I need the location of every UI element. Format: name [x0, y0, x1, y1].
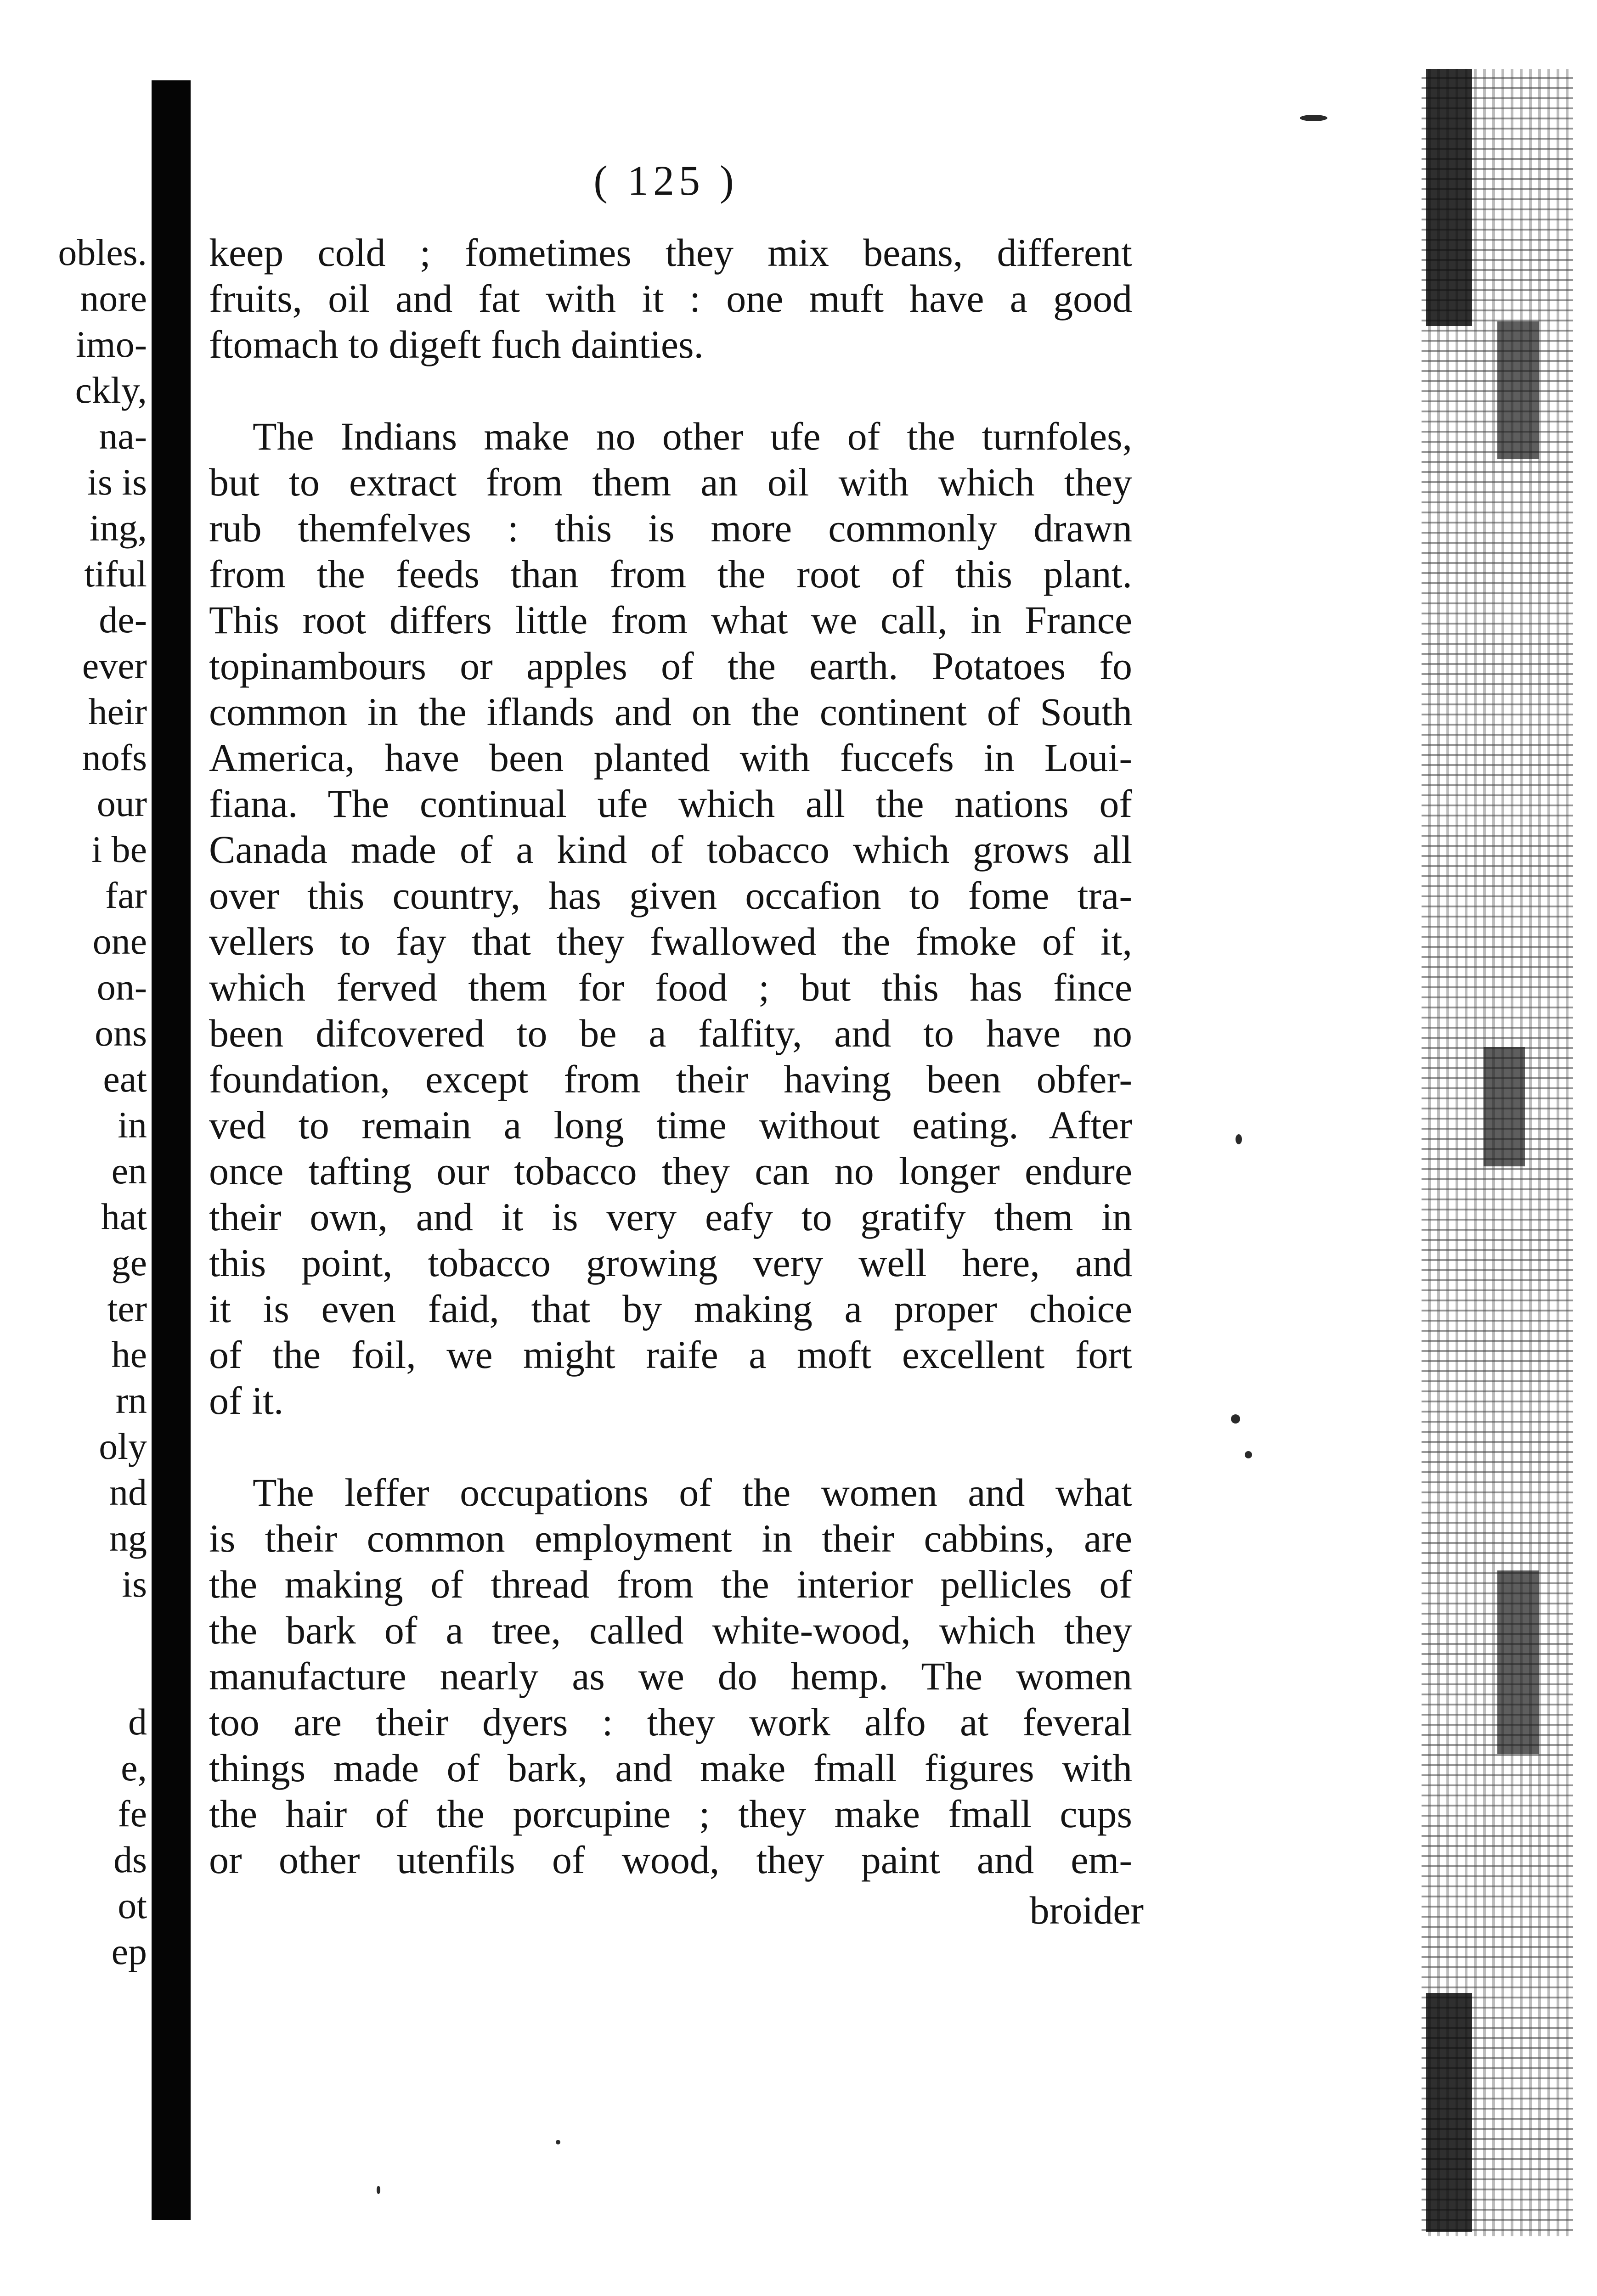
fragment-line: nofs: [82, 737, 147, 778]
fragment-line: na-: [99, 415, 147, 457]
text-line: fiana. The continual ufe which all the nations of: [209, 782, 1132, 826]
text-line: The leffer occupations of the women and what: [253, 1470, 1132, 1514]
fragment-line: ds: [113, 1839, 147, 1880]
facing-page-fragments: [28, 230, 147, 1975]
fragment-line: on-: [96, 966, 147, 1008]
fragment-line: ng: [109, 1517, 147, 1559]
text-line: This root differs little from what we call, in France: [209, 598, 1132, 642]
scan-speck: [1231, 1414, 1240, 1424]
text-line: rub themfelves : this is more commonly drawn: [209, 506, 1132, 550]
text-line: but to extract from them an oil with which they: [209, 460, 1132, 504]
text-line: manufacture nearly as we do hemp. The women: [209, 1654, 1132, 1698]
text-line: it is even faid, that by making a proper choice: [209, 1287, 1132, 1331]
fragment-line: one: [92, 920, 147, 962]
right-edge-stain: [1497, 1570, 1539, 1754]
text-line: too are their dyers : they work alfo at feveral: [209, 1700, 1132, 1744]
scan-speck: [556, 2140, 560, 2144]
fragment-line: is is: [87, 461, 147, 503]
fragment-line: eat: [103, 1058, 147, 1100]
paragraph-3: [209, 1469, 1132, 1883]
text-line: been difcovered to be a falfity, and to have no: [209, 1011, 1132, 1055]
fragment-line: ot: [118, 1885, 147, 1926]
scan-speck: [1300, 115, 1327, 121]
scan-speck: [377, 2186, 380, 2194]
fragment-line: ever: [82, 645, 147, 687]
text-line: once tafting our tobacco they can no longer endure: [209, 1149, 1132, 1193]
fragment-line: rn: [115, 1379, 147, 1421]
text-line: which ferved them for food ; but this has fince: [209, 965, 1132, 1009]
fragment-line: [28, 1607, 147, 1653]
text-line: from the feeds than from the root of this plant.: [209, 552, 1132, 596]
fragment-line: ge: [111, 1242, 147, 1283]
fragment-line: is: [122, 1563, 147, 1605]
scan-speck: [1236, 1134, 1242, 1144]
text-line: ved to remain a long time without eating. After: [209, 1103, 1132, 1147]
right-edge-stain: [1497, 321, 1539, 459]
page-number: ( 125 ): [593, 157, 739, 204]
scan-speck: [1245, 1451, 1252, 1458]
fragment-line: ing,: [89, 507, 147, 549]
paragraph-2: [209, 413, 1132, 1424]
catchword: broider: [1029, 1888, 1144, 1932]
fragment-line: nd: [109, 1471, 147, 1513]
text-line: this point, tobacco growing very well here, and: [209, 1241, 1132, 1285]
text-line: over this country, has given occafion to fome tra-: [209, 873, 1132, 917]
fragment-line: [28, 1653, 147, 1699]
fragment-line: oly: [99, 1425, 147, 1467]
text-line: of it.: [209, 1379, 284, 1423]
fragment-line: d: [128, 1701, 147, 1743]
fragment-line: far: [105, 874, 147, 916]
fragment-line: hat: [101, 1196, 147, 1238]
text-line: America, have been planted with fuccefs in Loui-: [209, 736, 1132, 780]
fragment-line: e,: [121, 1747, 147, 1789]
text-line: common in the iflands and on the continent of South: [209, 690, 1132, 734]
fragment-line: ons: [95, 1012, 147, 1054]
fragment-line: en: [111, 1150, 147, 1192]
right-edge-shadow-bottom: [1426, 1993, 1472, 2232]
text-line: of the foil, we might raife a moft excellent fort: [209, 1333, 1132, 1377]
fragment-line: ckly,: [75, 369, 147, 411]
text-line: the making of thread from the interior pellicles of: [209, 1562, 1132, 1606]
fragment-line: tiful: [84, 553, 147, 595]
paragraph-1: [209, 230, 1132, 367]
text-line: The Indians make no other ufe of the turnfoles,: [253, 414, 1132, 458]
fragment-line: he: [111, 1334, 147, 1375]
fragment-line: in: [118, 1104, 147, 1146]
fragment-line: heir: [88, 691, 147, 732]
text-line: topinambours or apples of the earth. Potatoes fo: [209, 644, 1132, 688]
text-line: Canada made of a kind of tobacco which grows all: [209, 827, 1132, 872]
text-line: vellers to fay that they fwallowed the fmoke of it,: [209, 919, 1132, 963]
right-edge-shadow-top: [1426, 69, 1472, 326]
text-line: is their common employment in their cabbins, are: [209, 1516, 1132, 1560]
fragment-line: imo-: [76, 323, 147, 365]
fragment-line: fe: [118, 1793, 147, 1835]
text-line: things made of bark, and make fmall figures with: [209, 1746, 1132, 1790]
text-line: foundation, except from their having been obfer-: [209, 1057, 1132, 1101]
text-line: ftomach to digeft fuch dainties.: [209, 322, 704, 366]
text-line: their own, and it is very eafy to gratify them in: [209, 1195, 1132, 1239]
right-edge-stain: [1484, 1047, 1525, 1166]
fragment-line: obles.: [58, 231, 147, 273]
text-line: or other utenfils of wood, they paint and em-: [209, 1838, 1132, 1882]
fragment-line: i be: [91, 828, 147, 870]
fragment-line: ter: [107, 1288, 147, 1329]
fragment-line: de-: [99, 599, 147, 641]
text-line: the hair of the porcupine ; they make fmall cups: [209, 1792, 1132, 1836]
binding-gutter: [152, 80, 191, 2220]
fragment-line: nore: [80, 277, 147, 319]
fragment-line: ep: [111, 1930, 147, 1972]
text-line: fruits, oil and fat with it : one muft have a good: [209, 276, 1132, 321]
text-line: keep cold ; fometimes they mix beans, different: [209, 231, 1132, 275]
fragment-line: our: [96, 782, 147, 824]
text-line: the bark of a tree, called white-wood, which they: [209, 1608, 1132, 1652]
